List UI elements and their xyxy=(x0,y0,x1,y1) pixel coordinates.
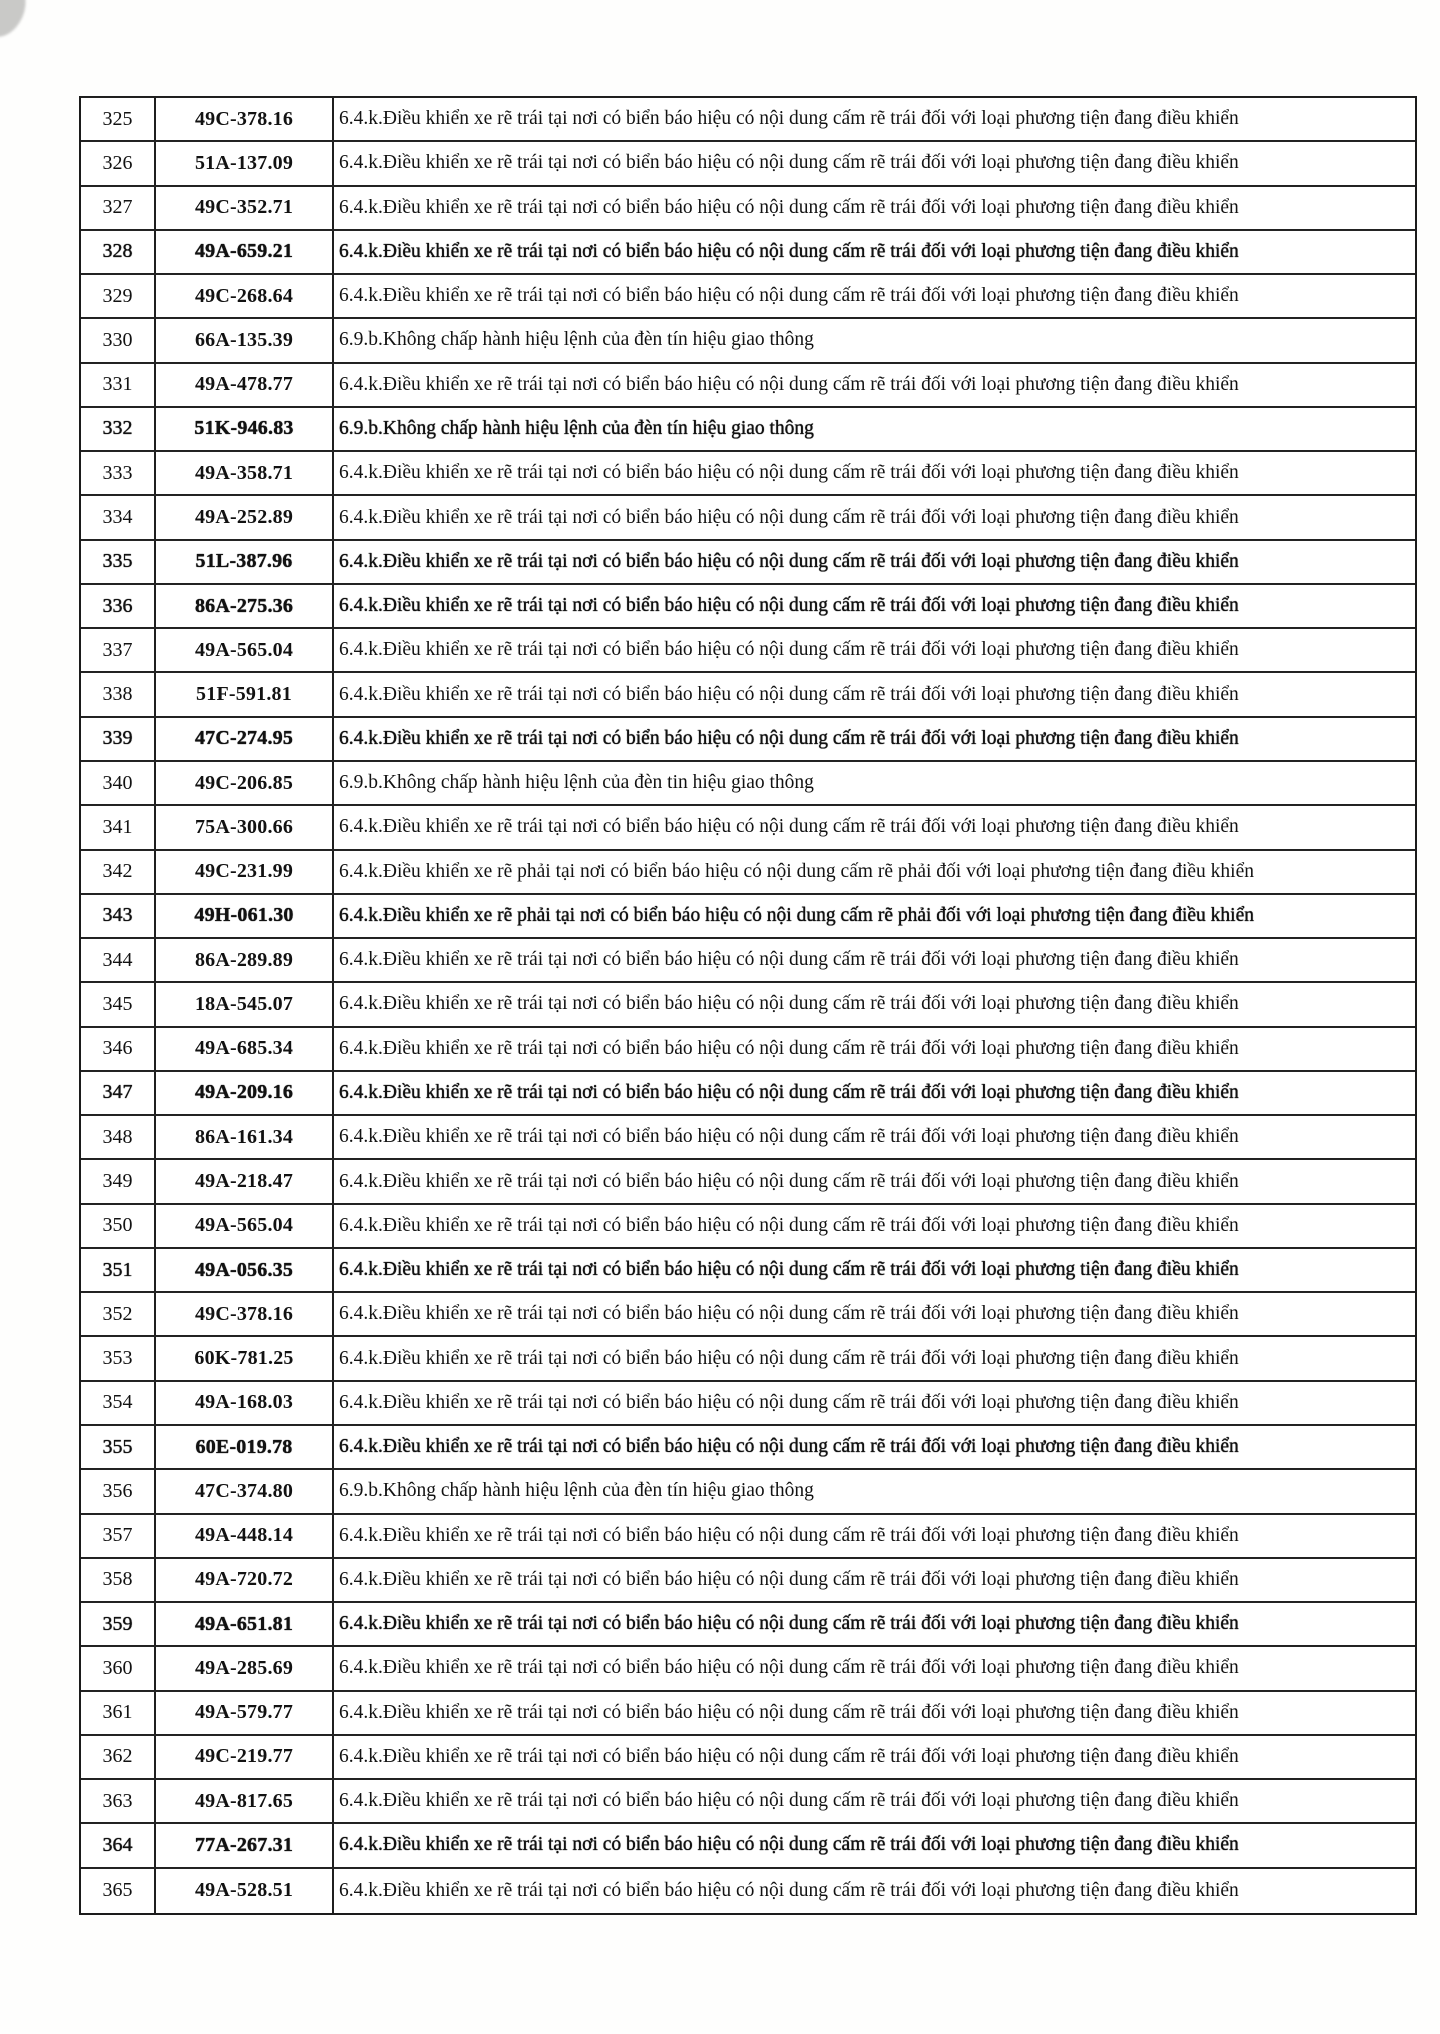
table-row xyxy=(81,496,1415,540)
row-number-cell: 342 xyxy=(81,851,156,893)
license-plate-cell: 49A-579.77 xyxy=(156,1692,334,1734)
row-number-cell: 349 xyxy=(81,1160,156,1202)
license-plate-cell: 18A-545.07 xyxy=(156,983,334,1025)
row-number-cell: 340 xyxy=(81,762,156,804)
row-number-cell: 339 xyxy=(81,718,156,760)
scan-smudge-top-left xyxy=(0,0,34,44)
license-plate-cell: 66A-135.39 xyxy=(156,319,334,361)
row-number-cell: 336 xyxy=(81,585,156,627)
violation-text-cell: 6.4.k.Điều khiển xe rẽ trái tại nơi có biển báo hiệu có nội dung cấm rẽ trái đối với loại phương tiện đang điều khiển xyxy=(339,285,1239,307)
violation-text-cell: 6.4.k.Điều khiển xe rẽ phải tại nơi có biển báo hiệu có nội dung cấm rẽ phải đối với loại phương tiện đang điều khiển xyxy=(339,904,1254,926)
table-row xyxy=(81,142,1415,186)
violation-text-cell: 6.4.k.Điều khiển xe rẽ trái tại nơi có biển báo hiệu có nội dung cấm rẽ trái đối với loại phương tiện đang điều khiển xyxy=(339,1568,1239,1590)
row-number-cell: 332 xyxy=(81,408,156,450)
violation-text-cell: 6.4.k.Điều khiển xe rẽ trái tại nơi có biển báo hiệu có nội dung cấm rẽ trái đối với loại phương tiện đang điều khiển xyxy=(339,550,1239,572)
row-number-cell: 328 xyxy=(81,231,156,273)
license-plate-cell: 49A-448.14 xyxy=(156,1515,334,1557)
table-row xyxy=(81,629,1415,673)
violation-text-cell: 6.4.k.Điều khiển xe rẽ trái tại nơi có biển báo hiệu có nội dung cấm rẽ trái đối với loại phương tiện đang điều khiển xyxy=(339,1214,1239,1236)
violation-text-cell: 6.4.k.Điều khiển xe rẽ trái tại nơi có biển báo hiệu có nội dung cấm rẽ trái đối với loại phương tiện đang điều khiển xyxy=(339,1834,1239,1856)
license-plate-cell: 51A-137.09 xyxy=(156,142,334,184)
row-number-cell: 330 xyxy=(81,319,156,361)
row-number-cell: 331 xyxy=(81,364,156,406)
license-plate-cell: 49C-352.71 xyxy=(156,187,334,229)
row-number-cell: 354 xyxy=(81,1382,156,1424)
license-plate-cell: 49A-285.69 xyxy=(156,1647,334,1689)
violation-text-cell: 6.4.k.Điều khiển xe rẽ trái tại nơi có biển báo hiệu có nội dung cấm rẽ trái đối với loại phương tiện đang điều khiển xyxy=(339,683,1239,705)
violation-text-cell: 6.4.k.Điều khiển xe rẽ trái tại nơi có biển báo hiệu có nội dung cấm rẽ trái đối với loại phương tiện đang điều khiển xyxy=(339,373,1239,395)
table-row xyxy=(81,1692,1415,1736)
violation-text-cell: 6.4.k.Điều khiển xe rẽ trái tại nơi có biển báo hiệu có nội dung cấm rẽ trái đối với loại phương tiện đang điều khiển xyxy=(339,1347,1239,1369)
table-row xyxy=(81,1249,1415,1293)
row-number-cell: 333 xyxy=(81,452,156,494)
row-number-cell: 341 xyxy=(81,806,156,848)
table-row xyxy=(81,319,1415,363)
license-plate-cell: 49A-056.35 xyxy=(156,1249,334,1291)
violation-text-cell: 6.4.k.Điều khiển xe rẽ trái tại nơi có biển báo hiệu có nội dung cấm rẽ trái đối với loại phương tiện đang điều khiển xyxy=(339,1436,1239,1458)
license-plate-cell: 77A-267.31 xyxy=(156,1824,334,1866)
violation-text-cell: 6.4.k.Điều khiển xe rẽ trái tại nơi có biển báo hiệu có nội dung cấm rẽ trái đối với loại phương tiện đang điều khiển xyxy=(339,1613,1239,1635)
row-number-cell: 357 xyxy=(81,1515,156,1557)
license-plate-cell: 49A-720.72 xyxy=(156,1559,334,1601)
violation-text-cell: 6.4.k.Điều khiển xe rẽ trái tại nơi có biển báo hiệu có nội dung cấm rẽ trái đối với loại phương tiện đang điều khiển xyxy=(339,1879,1239,1901)
license-plate-cell: 49C-206.85 xyxy=(156,762,334,804)
violation-text-cell: 6.4.k.Điều khiển xe rẽ phải tại nơi có biển báo hiệu có nội dung cấm rẽ phải đối với loại phương tiện đang điều khiển xyxy=(339,860,1254,882)
table-row xyxy=(81,1293,1415,1337)
row-number-cell: 355 xyxy=(81,1426,156,1468)
table-row xyxy=(81,1160,1415,1204)
row-number-cell: 327 xyxy=(81,187,156,229)
violation-text-cell: 6.4.k.Điều khiển xe rẽ trái tại nơi có biển báo hiệu có nội dung cấm rẽ trái đối với loại phương tiện đang điều khiển xyxy=(339,1701,1239,1723)
table-row xyxy=(81,1028,1415,1072)
table-row xyxy=(81,98,1415,142)
row-number-cell: 352 xyxy=(81,1293,156,1335)
row-number-cell: 345 xyxy=(81,983,156,1025)
table-row xyxy=(81,718,1415,762)
table-row xyxy=(81,1337,1415,1381)
row-number-cell: 351 xyxy=(81,1249,156,1291)
violation-text-cell: 6.4.k.Điều khiển xe rẽ trái tại nơi có biển báo hiệu có nội dung cấm rẽ trái đối với loại phương tiện đang điều khiển xyxy=(339,1170,1239,1192)
license-plate-cell: 49C-268.64 xyxy=(156,275,334,317)
license-plate-cell: 60E-019.78 xyxy=(156,1426,334,1468)
table-row xyxy=(81,408,1415,452)
violation-text-cell: 6.4.k.Điều khiển xe rẽ trái tại nơi có biển báo hiệu có nội dung cấm rẽ trái đối với loại phương tiện đang điều khiển xyxy=(339,152,1239,174)
table-row xyxy=(81,1780,1415,1824)
license-plate-cell: 49C-378.16 xyxy=(156,1293,334,1335)
license-plate-cell: 86A-275.36 xyxy=(156,585,334,627)
license-plate-cell: 51K-946.83 xyxy=(156,408,334,450)
violation-text-cell: 6.4.k.Điều khiển xe rẽ trái tại nơi có biển báo hiệu có nội dung cấm rẽ trái đối với loại phương tiện đang điều khiển xyxy=(339,727,1239,749)
violation-text-cell: 6.4.k.Điều khiển xe rẽ trái tại nơi có biển báo hiệu có nội dung cấm rẽ trái đối với loại phương tiện đang điều khiển xyxy=(339,108,1239,130)
violation-text-cell: 6.4.k.Điều khiển xe rẽ trái tại nơi có biển báo hiệu có nội dung cấm rẽ trái đối với loại phương tiện đang điều khiển xyxy=(339,816,1239,838)
license-plate-cell: 49A-478.77 xyxy=(156,364,334,406)
table-row xyxy=(81,1515,1415,1559)
license-plate-cell: 49A-817.65 xyxy=(156,1780,334,1822)
license-plate-cell: 75A-300.66 xyxy=(156,806,334,848)
row-number-cell: 365 xyxy=(81,1869,156,1913)
row-number-cell: 362 xyxy=(81,1736,156,1778)
row-number-cell: 346 xyxy=(81,1028,156,1070)
violation-text-cell: 6.4.k.Điều khiển xe rẽ trái tại nơi có biển báo hiệu có nội dung cấm rẽ trái đối với loại phương tiện đang điều khiển xyxy=(339,462,1239,484)
table-row xyxy=(81,1205,1415,1249)
row-number-cell: 338 xyxy=(81,673,156,715)
row-number-cell: 350 xyxy=(81,1205,156,1247)
license-plate-cell: 86A-161.34 xyxy=(156,1116,334,1158)
license-plate-cell: 49C-219.77 xyxy=(156,1736,334,1778)
row-number-cell: 326 xyxy=(81,142,156,184)
violation-text-cell: 6.9.b.Không chấp hành hiệu lệnh của đèn tín hiệu giao thông xyxy=(339,417,814,439)
table-row xyxy=(81,895,1415,939)
table-row xyxy=(81,1647,1415,1691)
violation-text-cell: 6.4.k.Điều khiển xe rẽ trái tại nơi có biển báo hiệu có nội dung cấm rẽ trái đối với loại phương tiện đang điều khiển xyxy=(339,949,1239,971)
table-row xyxy=(81,1072,1415,1116)
license-plate-cell: 49H-061.30 xyxy=(156,895,334,937)
violation-text-cell: 6.4.k.Điều khiển xe rẽ trái tại nơi có biển báo hiệu có nội dung cấm rẽ trái đối với loại phương tiện đang điều khiển xyxy=(339,506,1239,528)
violation-text-cell: 6.4.k.Điều khiển xe rẽ trái tại nơi có biển báo hiệu có nội dung cấm rẽ trái đối với loại phương tiện đang điều khiển xyxy=(339,639,1239,661)
row-number-cell: 356 xyxy=(81,1470,156,1512)
table-row xyxy=(81,1470,1415,1514)
license-plate-cell: 49A-358.71 xyxy=(156,452,334,494)
row-number-cell: 359 xyxy=(81,1603,156,1645)
table-row xyxy=(81,1559,1415,1603)
table-row xyxy=(81,452,1415,496)
license-plate-cell: 49C-378.16 xyxy=(156,98,334,140)
violations-table xyxy=(79,96,1417,1915)
table-row xyxy=(81,762,1415,806)
license-plate-cell: 49A-252.89 xyxy=(156,496,334,538)
table-row xyxy=(81,231,1415,275)
license-plate-cell: 49C-231.99 xyxy=(156,851,334,893)
row-number-cell: 343 xyxy=(81,895,156,937)
license-plate-cell: 49A-659.21 xyxy=(156,231,334,273)
table-row xyxy=(81,1869,1415,1913)
license-plate-cell: 49A-685.34 xyxy=(156,1028,334,1070)
row-number-cell: 337 xyxy=(81,629,156,671)
violation-text-cell: 6.4.k.Điều khiển xe rẽ trái tại nơi có biển báo hiệu có nội dung cấm rẽ trái đối với loại phương tiện đang điều khiển xyxy=(339,1303,1239,1325)
table-row xyxy=(81,1603,1415,1647)
license-plate-cell: 47C-274.95 xyxy=(156,718,334,760)
violation-text-cell: 6.4.k.Điều khiển xe rẽ trái tại nơi có biển báo hiệu có nội dung cấm rẽ trái đối với loại phương tiện đang điều khiển xyxy=(339,1745,1239,1767)
table-row xyxy=(81,187,1415,231)
violation-text-cell: 6.4.k.Điều khiển xe rẽ trái tại nơi có biển báo hiệu có nội dung cấm rẽ trái đối với loại phương tiện đang điều khiển xyxy=(339,1524,1239,1546)
row-number-cell: 347 xyxy=(81,1072,156,1114)
table-row xyxy=(81,983,1415,1027)
violation-text-cell: 6.4.k.Điều khiển xe rẽ trái tại nơi có biển báo hiệu có nội dung cấm rẽ trái đối với loại phương tiện đang điều khiển xyxy=(339,1259,1239,1281)
violation-text-cell: 6.4.k.Điều khiển xe rẽ trái tại nơi có biển báo hiệu có nội dung cấm rẽ trái đối với loại phương tiện đang điều khiển xyxy=(339,1126,1239,1148)
violation-text-cell: 6.4.k.Điều khiển xe rẽ trái tại nơi có biển báo hiệu có nội dung cấm rẽ trái đối với loại phương tiện đang điều khiển xyxy=(339,595,1239,617)
table-row xyxy=(81,1426,1415,1470)
row-number-cell: 329 xyxy=(81,275,156,317)
violation-text-cell: 6.4.k.Điều khiển xe rẽ trái tại nơi có biển báo hiệu có nội dung cấm rẽ trái đối với loại phương tiện đang điều khiển xyxy=(339,240,1239,262)
table-row xyxy=(81,851,1415,895)
license-plate-cell: 49A-528.51 xyxy=(156,1869,334,1913)
row-number-cell: 363 xyxy=(81,1780,156,1822)
row-number-cell: 334 xyxy=(81,496,156,538)
row-number-cell: 360 xyxy=(81,1647,156,1689)
table-row xyxy=(81,1736,1415,1780)
row-number-cell: 361 xyxy=(81,1692,156,1734)
table-row xyxy=(81,939,1415,983)
table-row xyxy=(81,585,1415,629)
violation-text-cell: 6.4.k.Điều khiển xe rẽ trái tại nơi có biển báo hiệu có nội dung cấm rẽ trái đối với loại phương tiện đang điều khiển xyxy=(339,993,1239,1015)
violation-text-cell: 6.4.k.Điều khiển xe rẽ trái tại nơi có biển báo hiệu có nội dung cấm rẽ trái đối với loại phương tiện đang điều khiển xyxy=(339,1657,1239,1679)
row-number-cell: 353 xyxy=(81,1337,156,1379)
row-number-cell: 358 xyxy=(81,1559,156,1601)
license-plate-cell: 51F-591.81 xyxy=(156,673,334,715)
violation-text-cell: 6.9.b.Không chấp hành hiệu lệnh của đèn tín hiệu giao thông xyxy=(339,1480,814,1502)
violation-text-cell: 6.9.b.Không chấp hành hiệu lệnh của đèn tín hiệu giao thông xyxy=(339,329,814,351)
table-row xyxy=(81,1116,1415,1160)
license-plate-cell: 49A-168.03 xyxy=(156,1382,334,1424)
table-row xyxy=(81,673,1415,717)
table-row xyxy=(81,275,1415,319)
license-plate-cell: 49A-209.16 xyxy=(156,1072,334,1114)
violation-text-cell: 6.4.k.Điều khiển xe rẽ trái tại nơi có biển báo hiệu có nội dung cấm rẽ trái đối với loại phương tiện đang điều khiển xyxy=(339,1391,1239,1413)
row-number-cell: 335 xyxy=(81,541,156,583)
license-plate-cell: 49A-565.04 xyxy=(156,629,334,671)
table-row xyxy=(81,541,1415,585)
row-number-cell: 344 xyxy=(81,939,156,981)
table-row xyxy=(81,364,1415,408)
license-plate-cell: 60K-781.25 xyxy=(156,1337,334,1379)
row-number-cell: 348 xyxy=(81,1116,156,1158)
license-plate-cell: 49A-651.81 xyxy=(156,1603,334,1645)
violation-text-cell: 6.4.k.Điều khiển xe rẽ trái tại nơi có biển báo hiệu có nội dung cấm rẽ trái đối với loại phương tiện đang điều khiển xyxy=(339,196,1239,218)
license-plate-cell: 49A-218.47 xyxy=(156,1160,334,1202)
license-plate-cell: 47C-374.80 xyxy=(156,1470,334,1512)
violation-text-cell: 6.4.k.Điều khiển xe rẽ trái tại nơi có biển báo hiệu có nội dung cấm rẽ trái đối với loại phương tiện đang điều khiển xyxy=(339,1081,1239,1103)
license-plate-cell: 86A-289.89 xyxy=(156,939,334,981)
violation-text-cell: 6.4.k.Điều khiển xe rẽ trái tại nơi có biển báo hiệu có nội dung cấm rẽ trái đối với loại phương tiện đang điều khiển xyxy=(339,1790,1239,1812)
row-number-cell: 325 xyxy=(81,98,156,140)
table-row xyxy=(81,1824,1415,1868)
table-row xyxy=(81,1382,1415,1426)
violation-text-cell: 6.9.b.Không chấp hành hiệu lệnh của đèn tin hiệu giao thông xyxy=(339,772,814,794)
violation-text-cell: 6.4.k.Điều khiển xe rẽ trái tại nơi có biển báo hiệu có nội dung cấm rẽ trái đối với loại phương tiện đang điều khiển xyxy=(339,1037,1239,1059)
row-number-cell: 364 xyxy=(81,1824,156,1866)
license-plate-cell: 49A-565.04 xyxy=(156,1205,334,1247)
table-row xyxy=(81,806,1415,850)
license-plate-cell: 51L-387.96 xyxy=(156,541,334,583)
